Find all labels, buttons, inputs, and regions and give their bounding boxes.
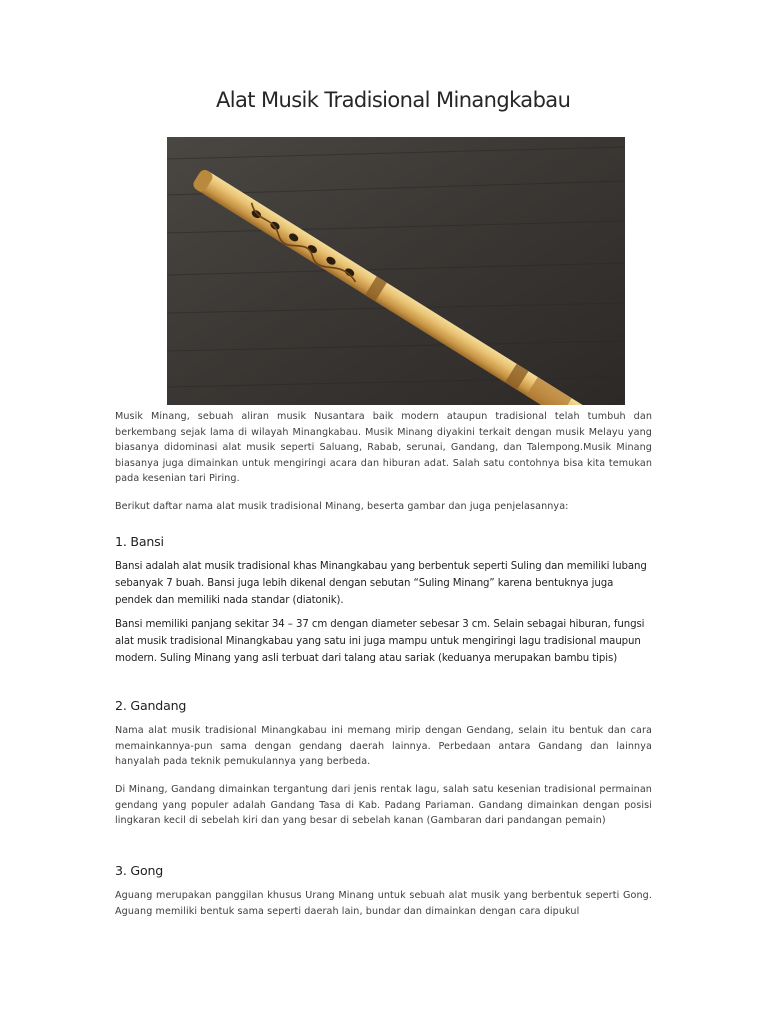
bansi-flute-image xyxy=(167,137,625,405)
intro-list-lead: Berikut daftar nama alat musik tradisional Minang, beserta gambar dan juga penjelasannya: xyxy=(115,501,569,512)
gandang-paragraph-2: Di Minang, Gandang dimainkan tergantung dari jenis rentak lagu, salah satu kesenian tradisional permainan gendang yang populer adalah Gandang Tasa di Kab. Padang Pariaman. Gandang dimainkan dengan posisi lingkaran kecil di sebelah kiri dan yang besar di sebelah kanan (Gambaran dari pandangan pemain) xyxy=(115,784,652,826)
bansi-paragraph-2: Bansi memiliki panjang sekitar 34 – 37 cm dengan diameter sebesar 3 cm. Selain sebagai hiburan, fungsi alat musik tradisional Minangkabau yang satu ini juga mampu untuk mengiringi lagu tradisional maupun modern. Suling Minang yang asli terbuat dari talang atau sariak (keduanya merupakan bambu tipis) xyxy=(115,619,645,664)
section-heading-bansi: 1. Bansi xyxy=(115,534,164,549)
bansi-flute-photo xyxy=(167,137,625,405)
intro-paragraph: Musik Minang, sebuah aliran musik Nusantara baik modern ataupun tradisional telah tumbuh dan berkembang sejak lama di wilayah Minangkabau. Musik Minang diyakini terkait dengan musik Melayu yang biasanya didominasi alat musik seperti Saluang, Rabab, serunai, Gandang, dan Talempong.Musik Minang biasanya juga dimainkan untuk mengiringi acara dan hiburan adat. Salah satu contohnya bisa kita temukan pada kesenian tari Piring. xyxy=(115,411,652,484)
bansi-paragraph-1: Bansi adalah alat musik tradisional khas Minangkabau yang berbentuk seperti Suling dan memiliki lubang sebanyak 7 buah. Bansi juga lebih dikenal dengan sebutan “Suling Minang” karena bentuknya juga pendek dan memiliki nada standar (diatonik). xyxy=(115,561,647,606)
gandang-paragraph-1: Nama alat musik tradisional Minangkabau ini memang mirip dengan Gendang, selain itu bentuk dan cara memainkannya-pun sama dengan gendang daerah lainnya. Perbedaan antara Gandang dan lainnya hanyalah pada teknik pemukulannya yang berbeda. xyxy=(115,725,652,767)
gong-paragraph-1: Aguang merupakan panggilan khusus Urang Minang untuk sebuah alat musik yang berbentuk seperti Gong. Aguang memiliki bentuk sama seperti daerah lain, bundar dan dimainkan dengan cara dipukul xyxy=(115,890,652,917)
section-heading-gandang: 2. Gandang xyxy=(115,698,187,713)
page-title: Alat Musik Tradisional Minangkabau xyxy=(216,88,571,112)
section-heading-gong: 3. Gong xyxy=(115,863,164,878)
